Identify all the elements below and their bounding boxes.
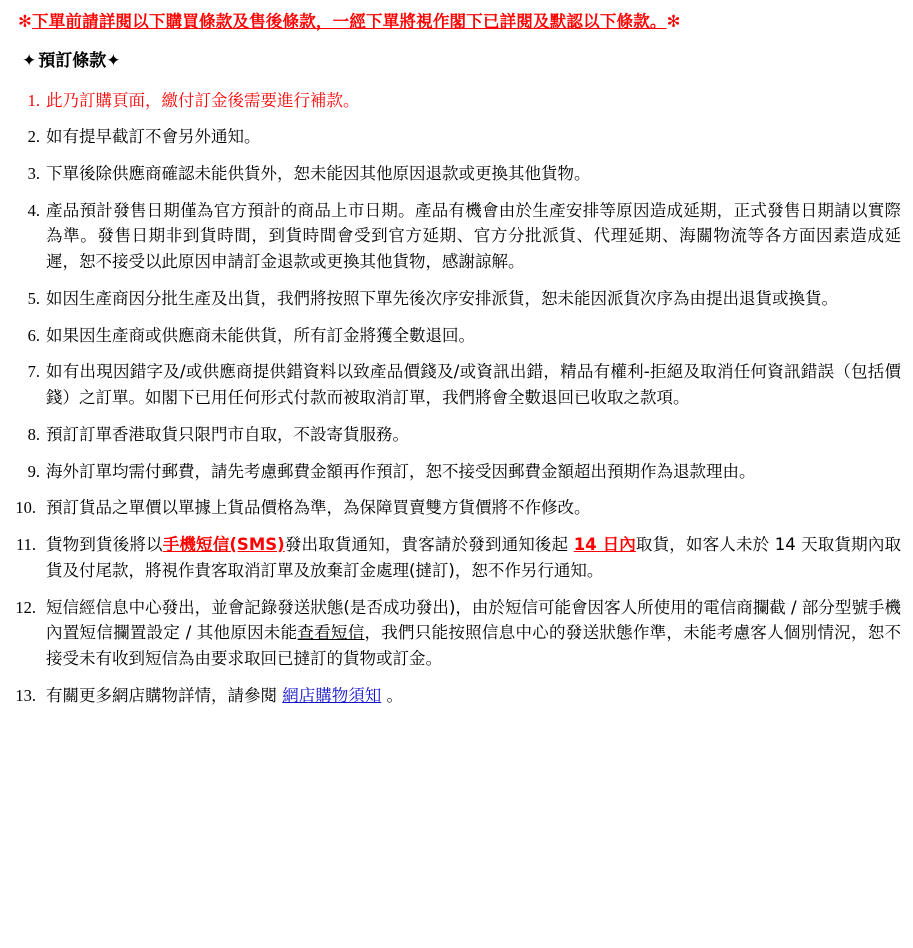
term-item xyxy=(12,88,901,114)
diamond-icon-right: ✦ xyxy=(106,50,121,71)
term-item xyxy=(12,323,901,349)
section-heading-text: 預訂條款 xyxy=(38,50,107,71)
term-item xyxy=(12,286,901,312)
term-text: 如有出現因錯字及/或供應商提供錯資料以致產品價錢及/或資訊出錯，精品有權利-拒絕及取消任何資訊錯誤（包括價錢）之訂單。如閣下已用任何形式付款而被取消訂單，我們將會全數退回已收取之款項。 xyxy=(46,362,901,408)
term-text: 發出取貨通知，貴客請於發到通知後起 xyxy=(284,535,574,555)
star-icon-left: ✻ xyxy=(18,12,33,31)
term-item xyxy=(12,359,901,410)
term-text: 預訂訂單香港取貨只限門市自取，不設寄貨服務。 xyxy=(46,424,409,444)
term-text: 如有提早截訂不會另外通知。 xyxy=(46,127,261,147)
term-text: 短信經信息中心發出，並會記錄發送狀態(是否成功發出)，由於短信可能會因客人所使用的電信商攔截 / 部分型號手機內置短信攔置設定 / 其他原因未能 xyxy=(46,597,901,643)
term-item xyxy=(12,459,901,485)
term-text: ，我們只能按照信息中心的發送狀態作準，未能考慮客人個別情況，恕不接受未有收到短信為由要求取回已撻訂的貨物或訂金。 xyxy=(46,623,901,668)
term-text: 貨物到貨後將以 xyxy=(46,535,163,555)
term-text: 如因生產商因分批生產及出貨，我們將按照下單先後次序安排派貨，恕未能因派貨次序為由提出退貨或換貨。 xyxy=(46,288,838,308)
purchase-terms-banner xyxy=(18,14,901,31)
term-text: 如果因生產商或供應商未能供貨，所有訂金將獲全數退回。 xyxy=(46,325,475,345)
term-text: 產品預計發售日期僅為官方預計的商品上市日期。產品有機會由於生產安排等原因造成延期，正式發售日期請以實際為準。發售日期非到貨時間，到貨時間會受到官方延期、官方分批派貨、代理延期、海關物流等各方面因素造成延遲，恕不接受以此原因申請訂金退款或更換其他貨物，感謝諒解。 xyxy=(46,200,901,272)
section-heading-preorder-terms xyxy=(22,50,901,71)
term-text: 取貨，如客人未於 14 天取貨期內取貨及付尾款，將視作貴客取消訂單及放棄訂金處理(撻訂)，恕不作另行通知。 xyxy=(46,535,901,580)
term-item xyxy=(12,161,901,187)
diamond-icon-left: ✦ xyxy=(22,50,37,71)
term-item xyxy=(12,683,901,709)
term-emphasis-underline: 查看短信 xyxy=(297,623,365,643)
term-text: 海外訂單均需付郵費，請先考慮郵費金額再作預訂，恕不接受因郵費金額超出預期作為退款理由。 xyxy=(46,461,756,481)
term-item xyxy=(12,198,901,275)
term-text: 此乃訂購頁面，繳付訂金後需要進行補款。 xyxy=(46,90,360,110)
term-item xyxy=(12,595,901,672)
term-item xyxy=(12,495,901,521)
term-text: 下單後除供應商確認未能供貨外，恕未能因其他原因退款或更換其他貨物。 xyxy=(46,163,591,183)
term-emphasis-red: 14 日內 xyxy=(573,535,636,555)
term-item xyxy=(12,532,901,583)
star-icon-right: ✻ xyxy=(666,12,681,31)
shop-guide-link[interactable]: 網店購物須知 xyxy=(282,685,382,705)
term-text: 。 xyxy=(381,685,403,705)
banner-text: 下單前請詳閱以下購買條款及售後條款，一經下單將視作閣下已詳閱及默認以下條款。 xyxy=(32,12,667,31)
term-item xyxy=(12,422,901,448)
term-item xyxy=(12,124,901,150)
term-text: 有關更多網店購物詳情，請參閱 xyxy=(46,685,283,705)
terms-list xyxy=(12,88,901,709)
term-emphasis-red: 手機短信(SMS) xyxy=(162,535,285,555)
term-text: 預訂貨品之單價以單據上貨品價格為準，為保障買賣雙方貨價將不作修改。 xyxy=(46,498,591,518)
